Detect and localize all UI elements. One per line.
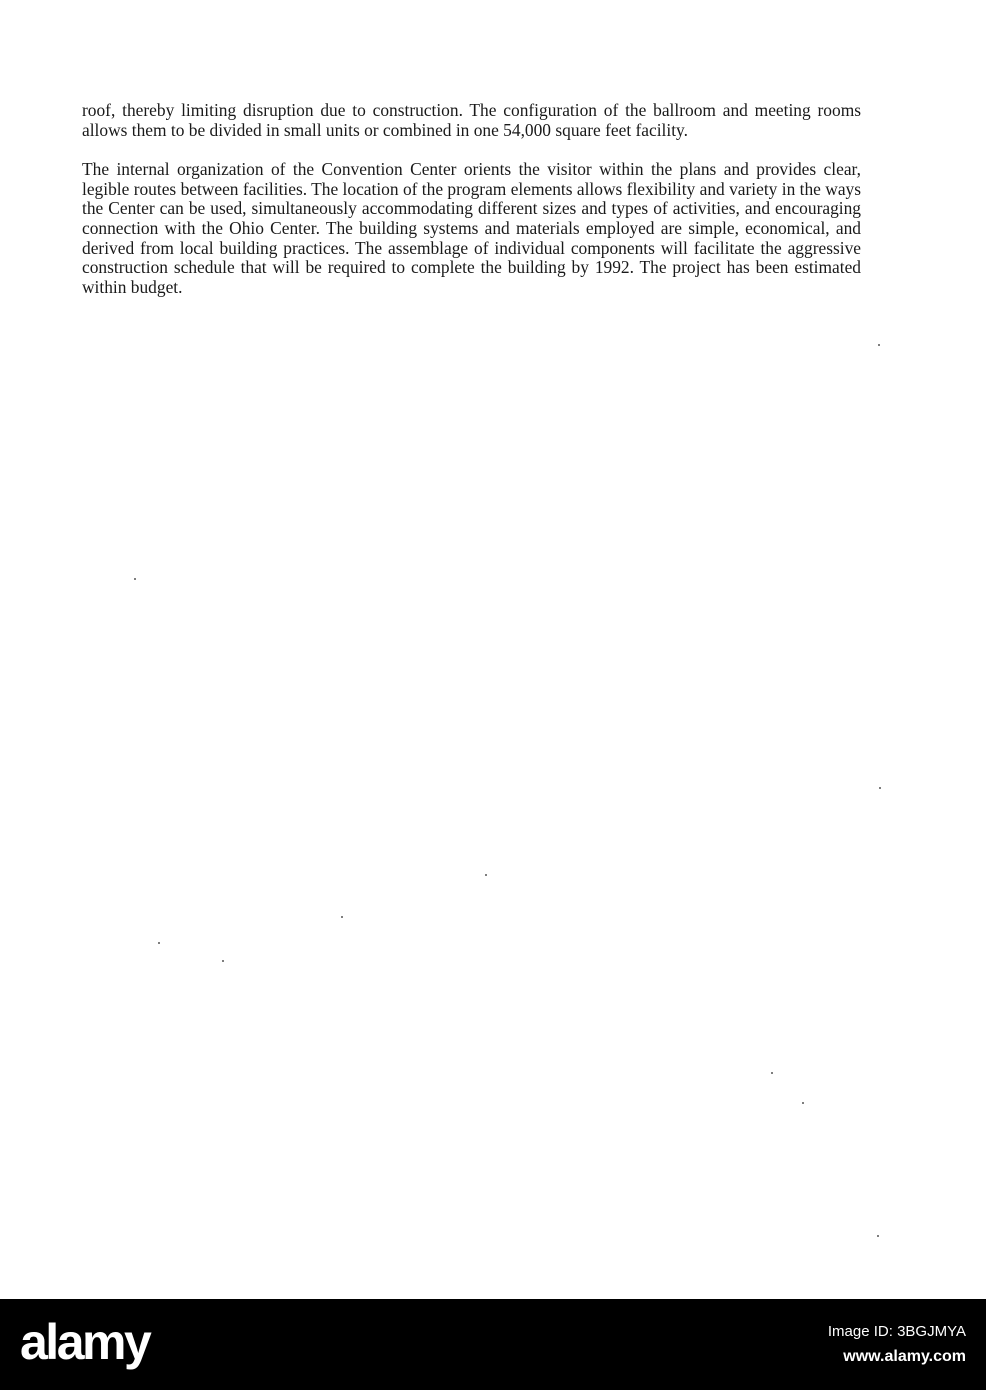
scan-speck bbox=[485, 874, 487, 876]
body-text bbox=[82, 101, 861, 317]
watermark-footer bbox=[0, 1299, 986, 1390]
paragraph-1: roof, thereby limiting disruption due to construction. The configuration of the ballroom and meeting rooms allows them to be divided in small units or combined in one 54,000 square feet facility. bbox=[82, 100, 861, 140]
site-url-label: www.alamy.com bbox=[843, 1348, 966, 1365]
scan-speck bbox=[877, 1235, 879, 1237]
scan-speck bbox=[158, 942, 160, 944]
image-id-label: Image ID: 3BGJMYA bbox=[827, 1323, 966, 1340]
alamy-logo: alamy bbox=[20, 1314, 150, 1370]
paragraph-2: The internal organization of the Convention Center orients the visitor within the plans and provides clear, legible routes between facilities. The location of the program elements allows flexibility and variety in the ways the Center can be used, simultaneously accommodating different sizes and types of activities, and encouraging connection with the Ohio Center. The building systems and materials employed are simple, economical, and derived from local building practices. The assemblage of individual components will facilitate the aggressive construction schedule that will be required to complete the building by 1992. The project has been estimated within budget. bbox=[82, 159, 861, 297]
scan-speck bbox=[222, 960, 224, 962]
scan-speck bbox=[771, 1072, 773, 1074]
scan-speck bbox=[879, 787, 881, 789]
scan-speck bbox=[878, 344, 880, 346]
scan-speck bbox=[341, 916, 343, 918]
scan-speck bbox=[134, 578, 136, 580]
scan-speck bbox=[802, 1102, 804, 1104]
